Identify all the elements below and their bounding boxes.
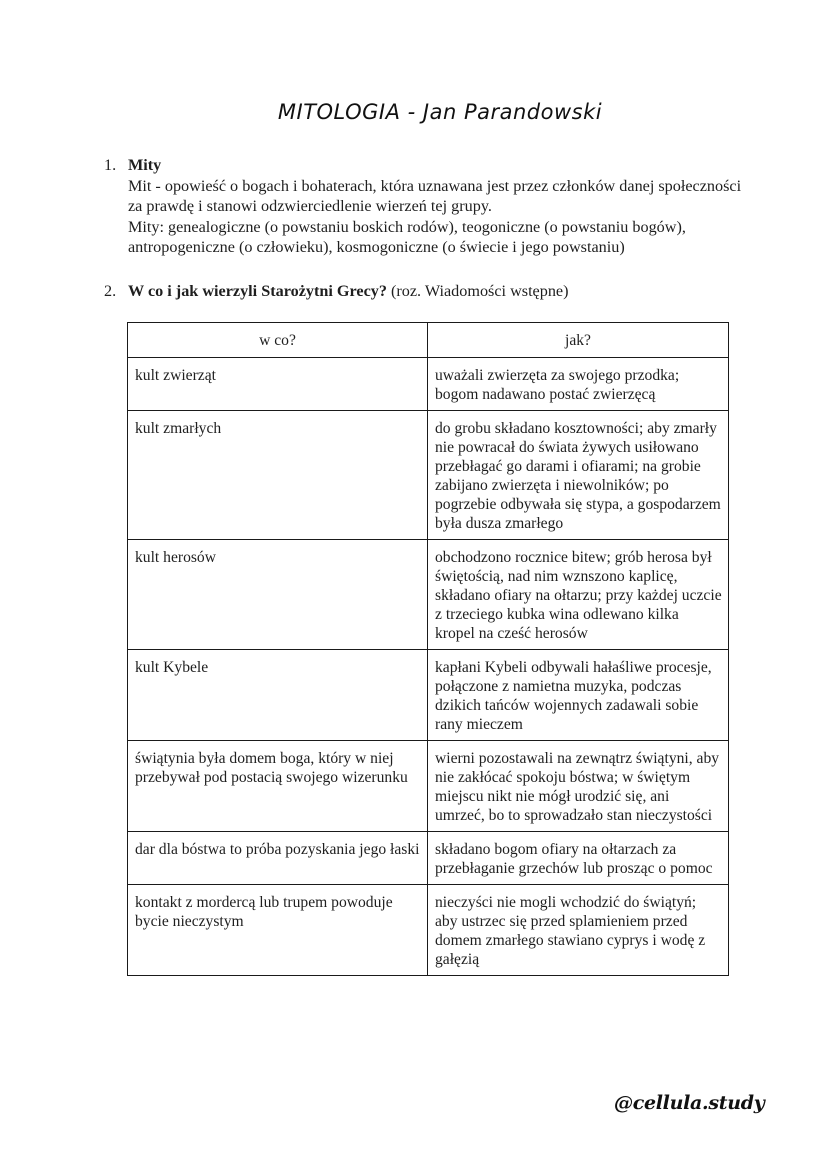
cell-what: kontakt z mordercą lub trupem powoduje bycie nieczystym [128, 885, 428, 976]
myth-types: Mity: genealogiczne (o powstaniu boskich rodów), teogoniczne (o powstaniu bogów), antropogeniczne (o człowieku), kosmogoniczne (o świecie i jego powstaniu) [128, 217, 686, 256]
table-row [128, 832, 729, 885]
cell-how: nieczyści nie mogli wchodzić do świątyń; aby ustrzec się przed splamieniem przed domem zmarłego stawiano cyprys i wodę z gałęzią [428, 885, 729, 976]
cell-what: dar dla bóstwa to próba pozyskania jego łaski [128, 832, 428, 885]
section-myths [104, 155, 744, 258]
table-row [128, 411, 729, 540]
section-note: (roz. Wiadomości wstępne) [386, 282, 569, 300]
cell-how: obchodzono rocznice bitew; grób herosa był świętością, nad nim wznszono kaplicę, składano ofiary na ołtarzu; przy każdej uczcie z trzeciego kubka wina odlewano kilka kropel na cześć herosów [428, 540, 729, 650]
table-header-row [128, 323, 729, 358]
column-header-what: w co? [128, 323, 428, 358]
table-row [128, 358, 729, 411]
cell-how: składano bogom ofiary na ołtarzach za przebłaganie grzechów lub prosząc o pomoc [428, 832, 729, 885]
section-heading: W co i jak wierzyli Starożytni Grecy? [128, 282, 387, 300]
cell-how: wierni pozostawali na zewnątrz świątyni, aby nie zakłócać spokoju bóstwa; w świętym miejscu nikt nie mógł urodzić się, ani umrzeć, bo to sprowadzało stan nieczystości [428, 741, 729, 832]
cell-how: uważali zwierzęta za swojego przodka; bogom nadawano postać zwierzęcą [428, 358, 729, 411]
cell-how: kapłani Kybeli odbywali hałaśliwe procesje, połączone z namietna muzyka, podczas dzikich tańców wojennych zadawali sobie rany mieczem [428, 650, 729, 741]
section-number: 2. [104, 282, 117, 300]
cell-what: świątynia była domem boga, który w niej przebywał pod postacią swojego wizerunku [128, 741, 428, 832]
section-beliefs [104, 281, 744, 302]
cell-what: kult herosów [128, 540, 428, 650]
cell-what: kult zmarłych [128, 411, 428, 540]
cell-what: kult Kybele [128, 650, 428, 741]
table-row [128, 741, 729, 832]
table-row [128, 650, 729, 741]
section-heading: Mity [128, 156, 162, 174]
table-row [128, 540, 729, 650]
myth-definition: Mit - opowieść o bogach i bohaterach, która uznawana jest przez członków danej społeczności za prawdę i stanowi odzwierciedlenie wierzeń tej grupy. [128, 176, 742, 215]
cell-how: do grobu składano kosztowności; aby zmarły nie powracał do świata żywych usiłowano przebłagać go darami i ofiarami; na grobie zabijano zwierzęta i niewolników; po pogrzebie odbywała się stypa, a gospodarzem była dusza zmarłego [428, 411, 729, 540]
column-header-how: jak? [428, 323, 729, 358]
table-row [128, 885, 729, 976]
section-number: 1. [104, 156, 117, 174]
cell-what: kult zwierząt [128, 358, 428, 411]
document-title: MITOLOGIA - Jan Parandowski [277, 100, 603, 124]
beliefs-table [127, 322, 729, 976]
watermark: @cellula.study [614, 1092, 765, 1114]
